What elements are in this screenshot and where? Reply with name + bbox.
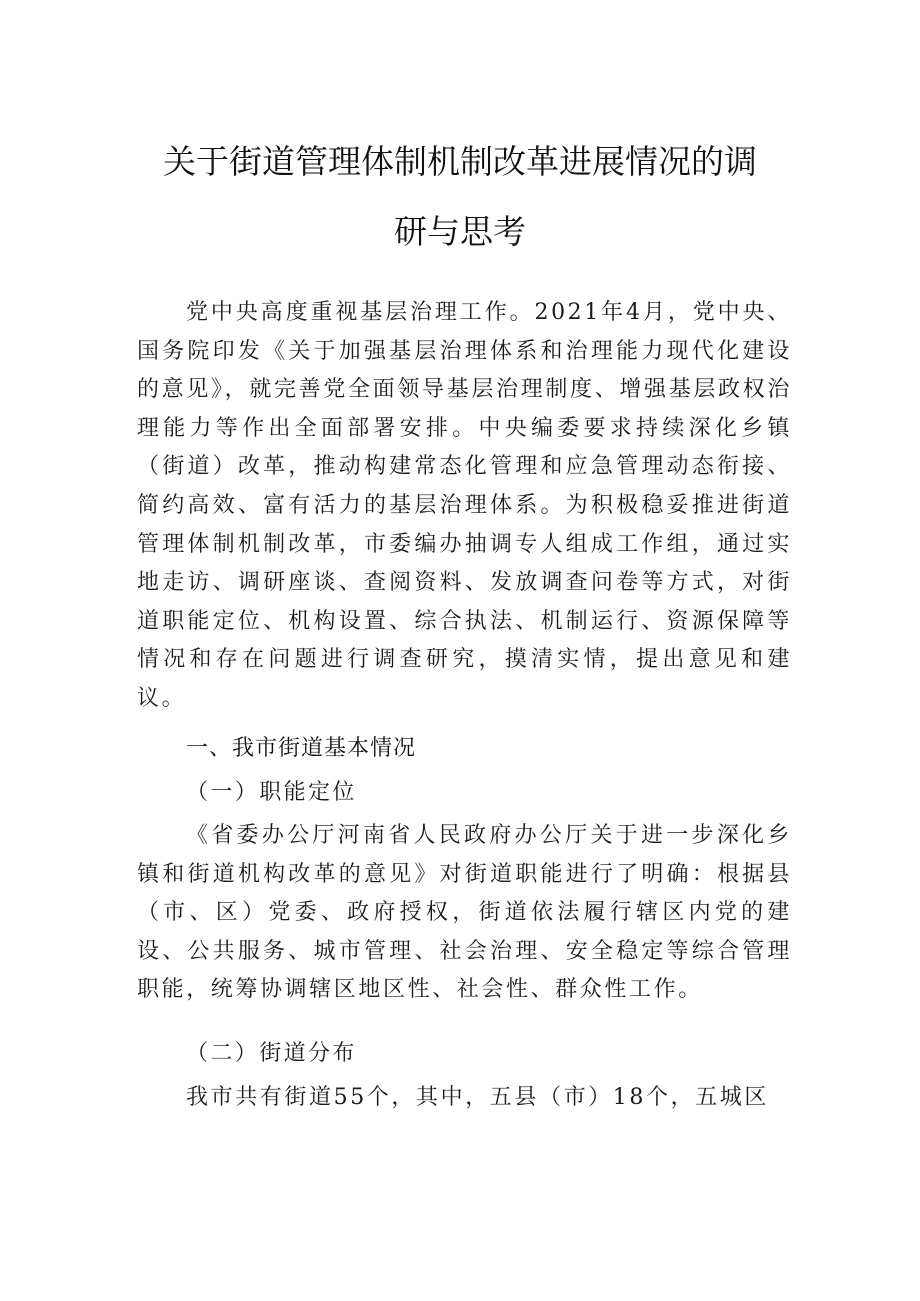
intro-paragraph: 党中央高度重视基层治理工作。2021年4月，党中央、国务院印发《关于加强基层治理体系和治理能力现代化建设的意见》，就完善党全面领导基层治理制度、增强基层政权治理能力等作出全面部署安排。中央编委要求持续深化乡镇（街道）改革，推动构建常态化管理和应急管理动态衔接、简约高效、富有活力的基层治理体系。为积极稳妥推进街道管理体制机制改革，市委编办抽调专人组成工作组，通过实地走访、调研座谈、查阅资料、发放调查问卷等方式，对街道职能定位、机构设置、综合执法、机制运行、资源保障等情况和存在问题进行调查研究，摸清实情，提出意见和建议。 xyxy=(137,300,792,711)
subsection-2-heading: （二）街道分布 xyxy=(186,1041,357,1066)
document-title-line-1: 关于街道管理体制机制改革进展情况的调 xyxy=(163,142,757,181)
subsection-1-heading: （一）职能定位 xyxy=(186,780,357,805)
subsection-1-paragraph: 《省委办公厅河南省人民政府办公厅关于进一步深化乡镇和街道机构改革的意见》对街道职能进行了明确：根据县（市、区）党委、政府授权，街道依法履行辖区内党的建设、公共服务、城市管理、社会治理、安全稳定等综合管理职能，统筹协调辖区地区性、社会性、群众性工作。 xyxy=(137,823,792,1003)
section-1-heading: 一、我市街道基本情况 xyxy=(186,736,417,761)
subsection-2-paragraph: 我市共有街道55个，其中，五县（市）18个，五城区 xyxy=(186,1085,769,1110)
document-title-line-2: 研与思考 xyxy=(394,212,526,251)
